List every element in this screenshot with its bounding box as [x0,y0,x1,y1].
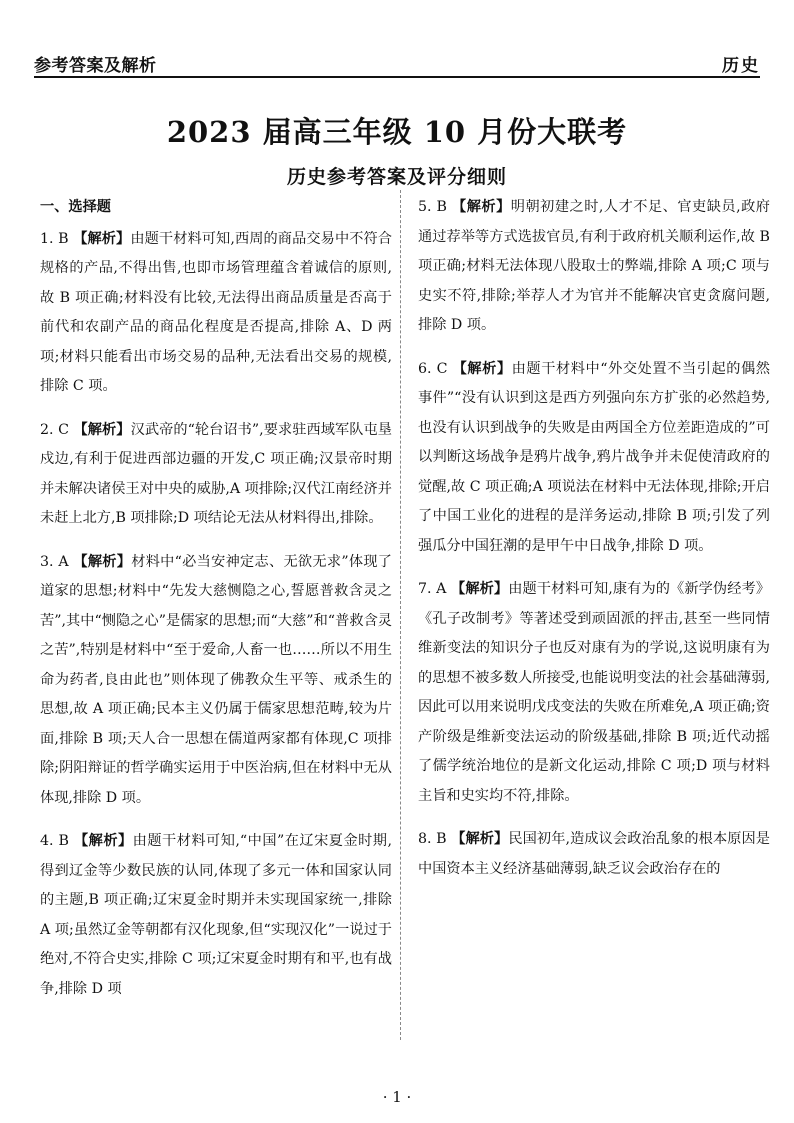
answer-text: 由题干材料可知,康有为的《新学伪经考》《孔子改制考》等著述受到顽固派的抨击,甚至一些同情维新变法的知识分子也反对康有为的学说,这说明康有为的思想不被多数人所接受,也能说明变法的社会基础薄弱,因此可以用来说明戊戌变法的失败在所难免,A 项正确;资产阶级是维新变法运动的阶级基础,排除 B 项;近代动摇了儒学统治地位的是新文化运动,排除 C 项;D 项与材料主旨和史实均不符,排除。 [418,581,771,804]
analysis-tag: 【解析】 [73,833,133,849]
section-heading: 一、选择题 [40,199,111,215]
page-subtitle: 历史参考答案及评分细则 [286,166,507,188]
answer-text: 汉武帝的“轮台诏书”,要求驻西域军队屯垦戍边,有利于促进西部边疆的开发,C 项正确;汉景帝时期并未解决诸侯王对中央的威胁,A 项排除;汉代江南经济并未赶上北方,B 项排除;D 项结论无法从材料得出,排除。 [40,421,392,526]
answer-text: 民国初年,造成议会政治乱象的根本原因是中国资本主义经济基础薄弱,缺乏议会政治存在的 [418,831,770,877]
answer-item-4 [40,827,392,1004]
answer-paragraph [40,225,392,402]
answer-item-5 [418,193,770,341]
answer-number: 8. B [418,831,447,847]
header-subject: 历史 [722,56,760,76]
answer-number: 5. B [418,199,447,215]
answer-paragraph [418,575,770,811]
page-title: 2023 届高三年级 10 月份大联考 [166,115,628,149]
answer-number: 3. A [40,553,69,570]
answer-item-8 [418,825,770,884]
answer-text: 明朝初建之时,人才不足、官吏缺员,政府通过荐举等方式选拔官员,有利于政府机关顺利运作,故 B 项正确;材料无法体现八股取士的弊端,排除 A 项;C 项与史实不符,排除;举荐人才为官并不能解决官吏贪腐问题,排除 D 项。 [418,199,770,333]
answer-paragraph [418,355,770,562]
answer-text: 由题干材料可知,“中国”在辽宋夏金时期,得到辽金等少数民族的认同,体现了多元一体和国家认同的主题,B 项正确;辽宋夏金时期并未实现国家统一,排除 A 项;虽然辽金等朝都有汉化现象,但“实现汉化”一说过于绝对,不符合史实,排除 C 项;辽宋夏金时期有和平,也有战争,排除 D 项 [40,833,392,997]
answer-text: 由题干材料中“外交处置不当引起的偶然事件”“没有认识到这是西方列强向东方扩张的必然趋势,也没有认识到战争的失败是由两国全方位差距造成的”可以判断这场战争是鸦片战争,鸦片战争并未促使清政府的觉醒,故 C 项正确;A 项说法在材料中无法体现,排除;开启了中国工业化的进程的是洋务运动,排除 B 项;引发了列强瓜分中国狂潮的是甲午中日战争,排除 D 项。 [418,360,770,554]
header-doc-type: 参考答案及解析 [34,56,157,76]
page-header [34,47,760,79]
analysis-tag: 【解析】 [452,360,512,377]
column-divider [400,190,401,1040]
analysis-tag: 【解析】 [73,421,131,438]
answer-paragraph [40,827,392,1004]
answer-item-7 [418,575,770,811]
answer-number: 6. C [418,360,448,377]
answer-text: 由题干材料可知,西周的商品交易中不符合规格的产品,不得出售,也即市场管理蕴含着诚信的原则,故 B 项正确;材料没有比较,无法得出商品质量是否高于前代和农副产品的商品化程度是否提高,排除 A、D 两项;材料只能看出市场交易的品种,无法看出交易的规模,排除 C 项。 [40,230,392,394]
analysis-tag: 【解析】 [73,230,131,247]
answer-number: 7. A [418,581,447,597]
answer-paragraph [40,416,392,534]
answer-text: 材料中“必当安神定志、无欲无求”体现了道家的思想;材料中“先发大慈恻隐之心,誓愿普救含灵之苦”,其中“恻隐之心”是儒家的思想;而“大慈”和“普救含灵之苦”,特别是材料中“至于爱命,人畜一也……所以不用生命为药者,良由此也”则体现了佛教众生平等、戒杀生的思想,故 A 项正确;民本主义仍属于儒家思想范畴,较为片面,排除 B 项;天人合一思想在儒道两家都有体现,C 项排除;阴阳辩证的哲学确实运用于中医治病,但在材料中无从体现,排除 D 项。 [40,553,392,806]
answer-item-1 [40,225,392,402]
answer-item-3 [40,548,392,814]
answer-item-2 [40,416,392,534]
answer-item-6 [418,355,770,562]
answer-paragraph [40,548,392,814]
answer-number: 1. B [40,230,69,247]
right-column [418,193,770,898]
left-column [40,193,392,1018]
answer-paragraph [418,825,770,884]
answer-paragraph [418,193,770,341]
analysis-tag: 【解析】 [451,581,509,597]
page-number: · 1 · [382,1088,412,1106]
analysis-tag: 【解析】 [73,553,132,570]
header-rule [34,76,760,78]
answer-number: 4. B [40,833,69,849]
answer-number: 2. C [40,421,69,438]
analysis-tag: 【解析】 [452,199,511,215]
analysis-tag: 【解析】 [451,831,509,847]
